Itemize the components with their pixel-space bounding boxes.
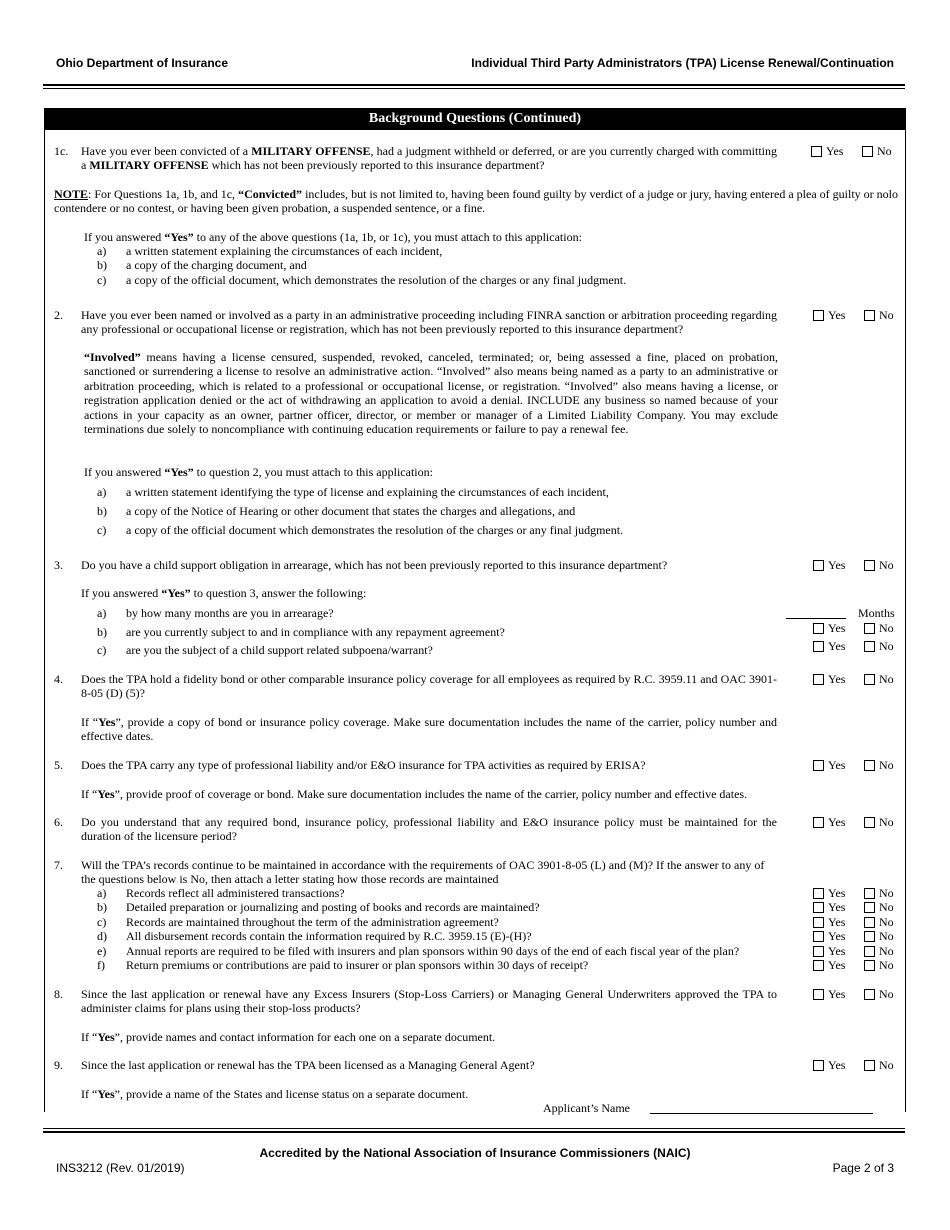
q7-b-letter: b) [97,900,107,914]
q7-number: 7. [54,858,63,872]
section-title: Background Questions (Continued) [44,108,906,130]
header-rule [43,84,905,86]
q7d-yes-checkbox[interactable] [813,931,824,942]
q3c-no[interactable]: No [864,639,894,653]
q6-yes-checkbox[interactable] [813,817,824,828]
q7e-yes[interactable]: Yes [813,944,845,958]
q2-text: Have you ever been named or involved as a party in an administrative proceeding including FINRA sanction or arbitration proceeding regarding any professional or occupational license or registration, which has not been previously reported to this insurance department? [81,308,777,337]
q3b-yes[interactable]: Yes [813,621,845,635]
q3-followup-intro: If you answered “Yes” to question 3, answer the following: [81,586,367,600]
footer-accreditation: Accredited by the National Association of Insurance Commissioners (NAIC) [259,1146,691,1160]
q7d-yes[interactable]: Yes [813,929,845,943]
footer-page-number: Page 2 of 3 [832,1161,894,1175]
header-form-title: Individual Third Party Administrators (TPA) License Renewal/Continuation [471,56,894,70]
q3c-yes[interactable]: Yes [813,639,845,653]
q7b-no-checkbox[interactable] [864,902,875,913]
q7a-no[interactable]: No [864,886,894,900]
q3-b-text: are you currently subject to and in compliance with any repayment agreement? [126,625,505,639]
q2-attach-c-letter: c) [97,523,107,537]
q1c-no-checkbox[interactable] [862,146,873,157]
q7-e-letter: e) [97,944,107,958]
q9-no-checkbox[interactable] [864,1060,875,1071]
q4-yes[interactable]: Yes [813,672,845,686]
q8-no[interactable]: No [864,987,894,1001]
q3-yes-checkbox[interactable] [813,560,824,571]
q7f-no[interactable]: No [864,958,894,972]
footer-rule [43,1131,905,1133]
q1c-yes[interactable]: Yes [811,144,843,158]
q1-attach-c-text: a copy of the official document, which demonstrates the resolution of the charges or any final judgment. [126,273,627,287]
q2-attach-a-letter: a) [97,485,107,499]
q7-a-letter: a) [97,886,107,900]
q2-attach-c-text: a copy of the official document which demonstrates the resolution of the charges or any final judgment. [126,523,624,537]
q7a-yes-checkbox[interactable] [813,888,824,899]
q1-attach-b-text: a copy of the charging document, and [126,258,307,272]
q7-text: Will the TPA’s records continue to be maintained in accordance with the requirements of OAC 3901-8-05 (L) and (M)? If the answer to any of the questions below is No, then attach a letter stating how those records are maintained [81,858,765,887]
q3-months-field[interactable] [786,618,846,619]
q3-no[interactable]: No [864,558,894,572]
q2-involved-definition: “Involved” means having a license censured, suspended, revoked, canceled, terminated; or, being assessed a fine, placed on probation, sanctioned or surrendering a license to resolve an administrative action. “Involved” also means being named as a party to an administrative or arbitration proceeding, which is related to a professional or occupational license, or registration. “Involved” also means having a license, or registration application denied or the act of withdrawing an application to avoid a denial. INCLUDE any business so named because of your actions in your capacity as an owner, partner officer, director, or member or manager of a Limited Liability Company. You may exclude terminations due solely to noncompliance with continuing education requirements or failure to pay a renewal fee. [84,350,778,437]
q9-no[interactable]: No [864,1058,894,1072]
q2-yes-checkbox[interactable] [813,310,824,321]
q4-yes-checkbox[interactable] [813,674,824,685]
q1c-yes-checkbox[interactable] [811,146,822,157]
q1-attach-c-letter: c) [97,273,107,287]
q2-attach-a-text: a written statement identifying the type of license and explaining the circumstances of each incident, [126,485,609,499]
q1-attach-intro: If you answered “Yes” to any of the above questions (1a, 1b, or 1c), you must attach to this application: [84,230,582,244]
q1c-text: Have you ever been convicted of a MILITARY OFFENSE, had a judgment withheld or deferred, or are you currently charged with committing a MILITARY OFFENSE which has not been previously reported to this insurance department? [81,144,777,173]
q5-no[interactable]: No [864,758,894,772]
q3-a-text: by how many months are you in arrearage? [126,606,334,620]
q7-d-text: All disbursement records contain the information required by R.C. 3959.15 (E)-(H)? [126,929,532,943]
q2-yes[interactable]: Yes [813,308,845,322]
q2-no-checkbox[interactable] [864,310,875,321]
q5-followup: If “Yes”, provide proof of coverage or bond. Make sure documentation includes the name of the carrier, policy number and effective dates. [81,787,748,801]
q7a-yes[interactable]: Yes [813,886,845,900]
note-paragraph: NOTE: For Questions 1a, 1b, and 1c, “Convicted” includes, but is not limited to, having been found guilty by verdict of a judge or jury, having entered a plea of guilty or nolo contendere or no contest, or having been given probation, a suspended sentence, or a fine. [54,187,899,216]
q3-b-letter: b) [97,625,107,639]
q7-a-text: Records reflect all administered transactions? [126,886,345,900]
q8-no-checkbox[interactable] [864,989,875,1000]
q9-number: 9. [54,1058,63,1072]
q4-text: Does the TPA hold a fidelity bond or other comparable insurance policy coverage for all employees as required by R.C. 3959.11 and OAC 3901-8-05 (D) (5)? [81,672,777,701]
q7-c-text: Records are maintained throughout the term of the administration agreement? [126,915,499,929]
applicant-name-label: Applicant’s Name [543,1101,630,1115]
q5-number: 5. [54,758,63,772]
q7b-yes[interactable]: Yes [813,900,845,914]
q7a-no-checkbox[interactable] [864,888,875,899]
q7e-no[interactable]: No [864,944,894,958]
q7-c-letter: c) [97,915,107,929]
q3-yes[interactable]: Yes [813,558,845,572]
q7d-no-checkbox[interactable] [864,931,875,942]
q7c-yes[interactable]: Yes [813,915,845,929]
q7-d-letter: d) [97,929,107,943]
q6-text: Do you understand that any required bond, insurance policy, professional liability and E&O insurance policy must be maintained for the duration of the licensure period? [81,815,777,844]
q6-no-checkbox[interactable] [864,817,875,828]
q3-a-letter: a) [97,606,107,620]
q2-attach-intro: If you answered “Yes” to question 2, you must attach to this application: [84,465,433,479]
q1-attach-a-letter: a) [97,244,107,258]
footer-rule-thin [43,1128,905,1129]
q3c-no-checkbox[interactable] [864,641,875,652]
q5-yes-checkbox[interactable] [813,760,824,771]
q6-no[interactable]: No [864,815,894,829]
q7b-yes-checkbox[interactable] [813,902,824,913]
q4-number: 4. [54,672,63,686]
q4-no[interactable]: No [864,672,894,686]
q2-no[interactable]: No [864,308,894,322]
q4-followup: If “Yes”, provide a copy of bond or insurance policy coverage. Make sure documentation includes the name of the carrier, policy number and effective dates. [81,715,777,744]
header-agency: Ohio Department of Insurance [56,56,229,70]
q8-yes[interactable]: Yes [813,987,845,1001]
q7b-no[interactable]: No [864,900,894,914]
q3-c-letter: c) [97,643,107,657]
q3c-yes-checkbox[interactable] [813,641,824,652]
q3b-no-checkbox[interactable] [864,623,875,634]
q7e-no-checkbox[interactable] [864,946,875,957]
q7d-no[interactable]: No [864,929,894,943]
q8-number: 8. [54,987,63,1001]
q5-no-checkbox[interactable] [864,760,875,771]
footer-form-number: INS3212 (Rev. 01/2019) [56,1161,185,1175]
frame-left [44,108,45,1112]
q7c-no[interactable]: No [864,915,894,929]
q9-followup: If “Yes”, provide a name of the States and license status on a separate document. [81,1087,469,1101]
q7f-yes[interactable]: Yes [813,958,845,972]
q7e-yes-checkbox[interactable] [813,946,824,957]
q8-text: Since the last application or renewal have any Excess Insurers (Stop-Loss Carriers) or Managing General Underwriters approved the TPA to administer claims for plans using their stop-loss products? [81,987,777,1016]
applicant-name-field[interactable] [650,1113,873,1114]
frame-right [905,108,906,1112]
q3b-no[interactable]: No [864,621,894,635]
q9-yes[interactable]: Yes [813,1058,845,1072]
q9-yes-checkbox[interactable] [813,1060,824,1071]
q6-yes[interactable]: Yes [813,815,845,829]
q5-yes[interactable]: Yes [813,758,845,772]
q3-c-text: are you the subject of a child support related subpoena/warrant? [126,643,433,657]
q7-e-text: Annual reports are required to be filed with insurers and plan sponsors within 90 days of the end of each fiscal year of the plan? [126,944,740,958]
q9-text: Since the last application or renewal has the TPA been licensed as a Managing General Agent? [81,1058,535,1072]
q7f-no-checkbox[interactable] [864,960,875,971]
q2-attach-b-letter: b) [97,504,107,518]
q1c-no[interactable]: No [862,144,892,158]
header-rule-thin [43,88,905,89]
q1-attach-a-text: a written statement explaining the circumstances of each incident, [126,244,443,258]
q6-number: 6. [54,815,63,829]
q7-f-letter: f) [97,958,105,972]
q5-text: Does the TPA carry any type of professional liability and/or E&O insurance for TPA activities as required by ERISA? [81,758,646,772]
q7-f-text: Return premiums or contributions are paid to insurer or plan sponsors within 30 days of receipt? [126,958,589,972]
q1-attach-b-letter: b) [97,258,107,272]
q1c-number: 1c. [54,144,69,158]
q2-attach-b-text: a copy of the Notice of Hearing or other document that states the charges and allegations, and [126,504,576,518]
q2-number: 2. [54,308,63,322]
q3-number: 3. [54,558,63,572]
q4-no-checkbox[interactable] [864,674,875,685]
q3-text: Do you have a child support obligation in arrearage, which has not been previously reported to this insurance department? [81,558,668,572]
q8-followup: If “Yes”, provide names and contact information for each one on a separate document. [81,1030,496,1044]
q7-b-text: Detailed preparation or journalizing and posting of books and records are maintained? [126,900,540,914]
q7f-yes-checkbox[interactable] [813,960,824,971]
q7c-yes-checkbox[interactable] [813,917,824,928]
q3b-yes-checkbox[interactable] [813,623,824,634]
q8-yes-checkbox[interactable] [813,989,824,1000]
q7c-no-checkbox[interactable] [864,917,875,928]
q3-months-label: Months [858,606,895,620]
q3-no-checkbox[interactable] [864,560,875,571]
